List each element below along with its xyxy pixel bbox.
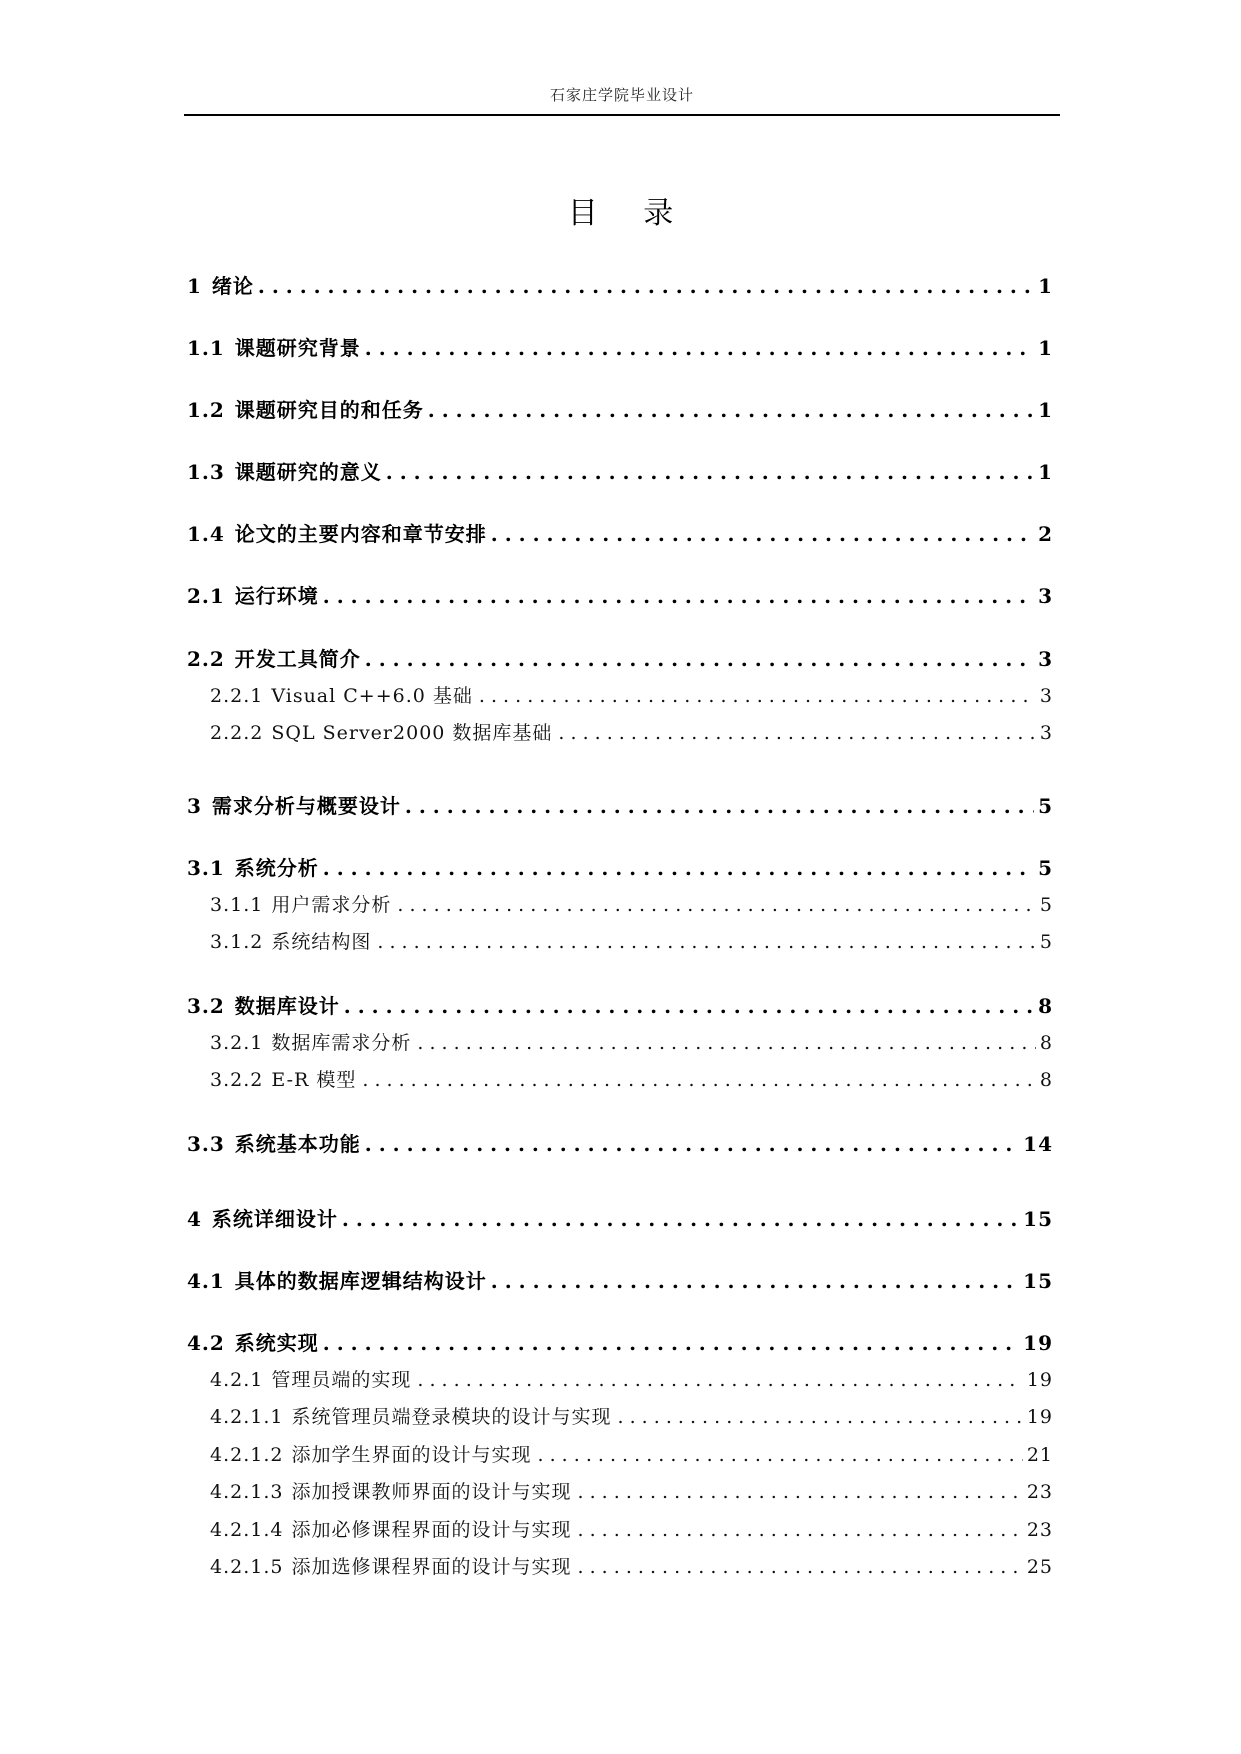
toc-entry-title: E-R 模型 (271, 1069, 357, 1091)
toc-leader-dots (323, 584, 1034, 608)
toc-entry-number: 3.1.2 (210, 931, 264, 953)
toc-entry-number: 1.2 (187, 398, 225, 422)
toc-entry-number: 4.2 (187, 1331, 225, 1355)
toc-subentry[interactable] (210, 890, 1053, 917)
toc-leader-dots (397, 894, 1036, 916)
toc-entry-page: 5 (1039, 894, 1053, 916)
toc-entry-number: 2.1 (187, 584, 225, 608)
toc-entry-title: 系统结构图 (271, 931, 372, 953)
toc-leader-dots (344, 994, 1034, 1018)
toc-subentry[interactable] (210, 1028, 1053, 1055)
toc-leader-dots (479, 685, 1036, 707)
toc-entry-number: 3.3 (187, 1132, 225, 1156)
toc-entry-page: 14 (1023, 1132, 1053, 1156)
toc-entry[interactable] (187, 990, 1053, 1019)
toc-entry-number: 3.2.1 (210, 1032, 264, 1054)
toc-entry-number: 1.3 (187, 460, 225, 484)
toc-entry-number: 4.2.1.1 (210, 1406, 284, 1428)
toc-entry-title: 用户需求分析 (271, 894, 392, 916)
toc-leader-dots (258, 274, 1034, 298)
toc-entry-number: 4.1 (187, 1269, 225, 1293)
toc-leader-dots (578, 1519, 1023, 1541)
toc-subentry[interactable] (210, 718, 1053, 745)
toc-entry[interactable] (187, 1327, 1053, 1356)
toc-entry-title: 开发工具简介 (234, 647, 361, 671)
toc-leader-dots (618, 1406, 1023, 1428)
toc-leader-dots (417, 1032, 1036, 1054)
toc-entry-title: 数据库需求分析 (271, 1032, 412, 1054)
toc-subentry[interactable] (210, 681, 1053, 708)
toc-entry-page: 5 (1038, 856, 1053, 880)
toc-entry-page: 19 (1023, 1331, 1053, 1355)
toc-entry-title: 具体的数据库逻辑结构设计 (234, 1269, 487, 1293)
toc-entry-page: 3 (1039, 685, 1053, 707)
toc-entry-page: 3 (1038, 647, 1053, 671)
toc-entry-number: 3.1.1 (210, 894, 264, 916)
toc-entry-number: 3.2 (187, 994, 225, 1018)
header-rule (184, 114, 1060, 116)
toc-entry[interactable] (187, 394, 1053, 423)
toc-entry-page: 23 (1026, 1481, 1053, 1503)
toc-entry-number: 4.2.1.3 (210, 1481, 284, 1503)
toc-entry-title: 添加选修课程界面的设计与实现 (291, 1556, 572, 1578)
toc-leader-dots (491, 1269, 1019, 1293)
toc-entry-title: 系统基本功能 (234, 1132, 361, 1156)
toc-entry-number: 2.2 (187, 647, 225, 671)
toc-entry-page: 8 (1039, 1069, 1053, 1091)
toc-entry-title: 论文的主要内容和章节安排 (234, 522, 487, 546)
toc-leader-dots (578, 1556, 1023, 1578)
toc-leader-dots (491, 522, 1034, 546)
toc-subentry[interactable] (210, 1402, 1053, 1429)
toc-leader-dots (323, 1331, 1019, 1355)
toc-entry-title: SQL Server2000 数据库基础 (271, 722, 553, 744)
toc-subentry[interactable] (210, 1477, 1053, 1504)
toc-subentry[interactable] (210, 927, 1053, 954)
toc-entry-title: 添加学生界面的设计与实现 (291, 1444, 532, 1466)
toc-entry-page: 19 (1026, 1406, 1053, 1428)
toc-entry-page: 1 (1038, 398, 1053, 422)
toc-entry-title: 添加授课教师界面的设计与实现 (291, 1481, 572, 1503)
toc-leader-dots (386, 460, 1034, 484)
toc-entry-page: 1 (1038, 460, 1053, 484)
toc-subentry[interactable] (210, 1515, 1053, 1542)
toc-entry[interactable] (187, 790, 1053, 819)
toc-entry-page: 2 (1038, 522, 1053, 546)
toc-entry-title: 管理员端的实现 (271, 1369, 412, 1391)
toc-entry-page: 3 (1038, 584, 1053, 608)
toc-entry[interactable] (187, 643, 1053, 672)
toc-entry[interactable] (187, 1128, 1053, 1157)
toc-entry-title: 需求分析与概要设计 (211, 794, 401, 818)
toc-entry-number: 3 (187, 794, 202, 818)
toc-entry-number: 4.2.1.2 (210, 1444, 284, 1466)
toc-entry-title: 绪论 (211, 274, 254, 298)
toc-entry-title: 运行环境 (234, 584, 319, 608)
toc-subentry[interactable] (210, 1065, 1053, 1092)
toc-subentry[interactable] (210, 1552, 1053, 1579)
toc-entry-title: 系统分析 (234, 856, 319, 880)
toc-entry-title: 添加必修课程界面的设计与实现 (291, 1519, 572, 1541)
toc-entry-number: 3.2.2 (210, 1069, 264, 1091)
toc-subentry[interactable] (210, 1365, 1053, 1392)
toc-entry-page: 25 (1026, 1556, 1053, 1578)
toc-entry[interactable] (187, 456, 1053, 485)
toc-entry-title: 课题研究的意义 (234, 460, 382, 484)
toc-entry-page: 23 (1026, 1519, 1053, 1541)
toc-entry-number: 1.4 (187, 522, 225, 546)
toc-entry-page: 3 (1039, 722, 1053, 744)
toc-leader-dots (377, 931, 1036, 953)
toc-entry-number: 1 (187, 274, 202, 298)
toc-entry-page: 21 (1026, 1444, 1053, 1466)
toc-entry-page: 8 (1039, 1032, 1053, 1054)
toc-leader-dots (323, 856, 1034, 880)
toc-leader-dots (365, 336, 1034, 360)
toc-entry-page: 8 (1038, 994, 1053, 1018)
toc-subentry[interactable] (210, 1440, 1053, 1467)
toc-entry-page: 1 (1038, 336, 1053, 360)
toc-entry-number: 4 (187, 1207, 202, 1231)
toc-leader-dots (428, 398, 1034, 422)
toc-entry-title: 系统管理员端登录模块的设计与实现 (291, 1406, 612, 1428)
toc-entry-title: 课题研究目的和任务 (234, 398, 424, 422)
toc-entry-title: 数据库设计 (234, 994, 340, 1018)
toc-entry-page: 5 (1038, 794, 1053, 818)
toc-entry-number: 4.2.1.5 (210, 1556, 284, 1578)
toc-entry-title: 课题研究背景 (234, 336, 361, 360)
toc-entry[interactable] (187, 1203, 1053, 1232)
toc-entry-page: 1 (1038, 274, 1053, 298)
toc-leader-dots (362, 1069, 1036, 1091)
toc-entry-title: Visual C++6.0 基础 (271, 685, 473, 707)
toc-leader-dots (417, 1369, 1022, 1391)
toc-leader-dots (365, 1132, 1019, 1156)
toc-entry-number: 2.2.1 (210, 685, 264, 707)
toc-leader-dots (365, 647, 1034, 671)
toc-entry-number: 4.2.1 (210, 1369, 264, 1391)
toc-entry-page: 15 (1023, 1269, 1053, 1293)
page-title: 目 录 (567, 196, 692, 231)
toc-entry-number: 1.1 (187, 336, 225, 360)
toc-entry[interactable] (187, 518, 1053, 547)
toc-entry-page: 5 (1039, 931, 1053, 953)
toc-entry[interactable] (187, 270, 1053, 299)
toc-entry-number: 4.2.1.4 (210, 1519, 284, 1541)
toc-leader-dots (342, 1207, 1019, 1231)
toc-leader-dots (578, 1481, 1023, 1503)
toc-leader-dots (558, 722, 1036, 744)
toc-entry[interactable] (187, 852, 1053, 881)
toc-entry-page: 19 (1026, 1369, 1053, 1391)
toc-entry[interactable] (187, 1265, 1053, 1294)
toc-entry[interactable] (187, 332, 1053, 361)
toc-entry-title: 系统实现 (234, 1331, 319, 1355)
toc-entry-number: 3.1 (187, 856, 225, 880)
toc-leader-dots (538, 1444, 1023, 1466)
toc-entry[interactable] (187, 580, 1053, 609)
toc-entry-title: 系统详细设计 (211, 1207, 338, 1231)
running-header: 石家庄学院毕业设计 (549, 86, 694, 104)
toc-leader-dots (405, 794, 1034, 818)
toc-entry-page: 15 (1023, 1207, 1053, 1231)
toc-entry-number: 2.2.2 (210, 722, 264, 744)
